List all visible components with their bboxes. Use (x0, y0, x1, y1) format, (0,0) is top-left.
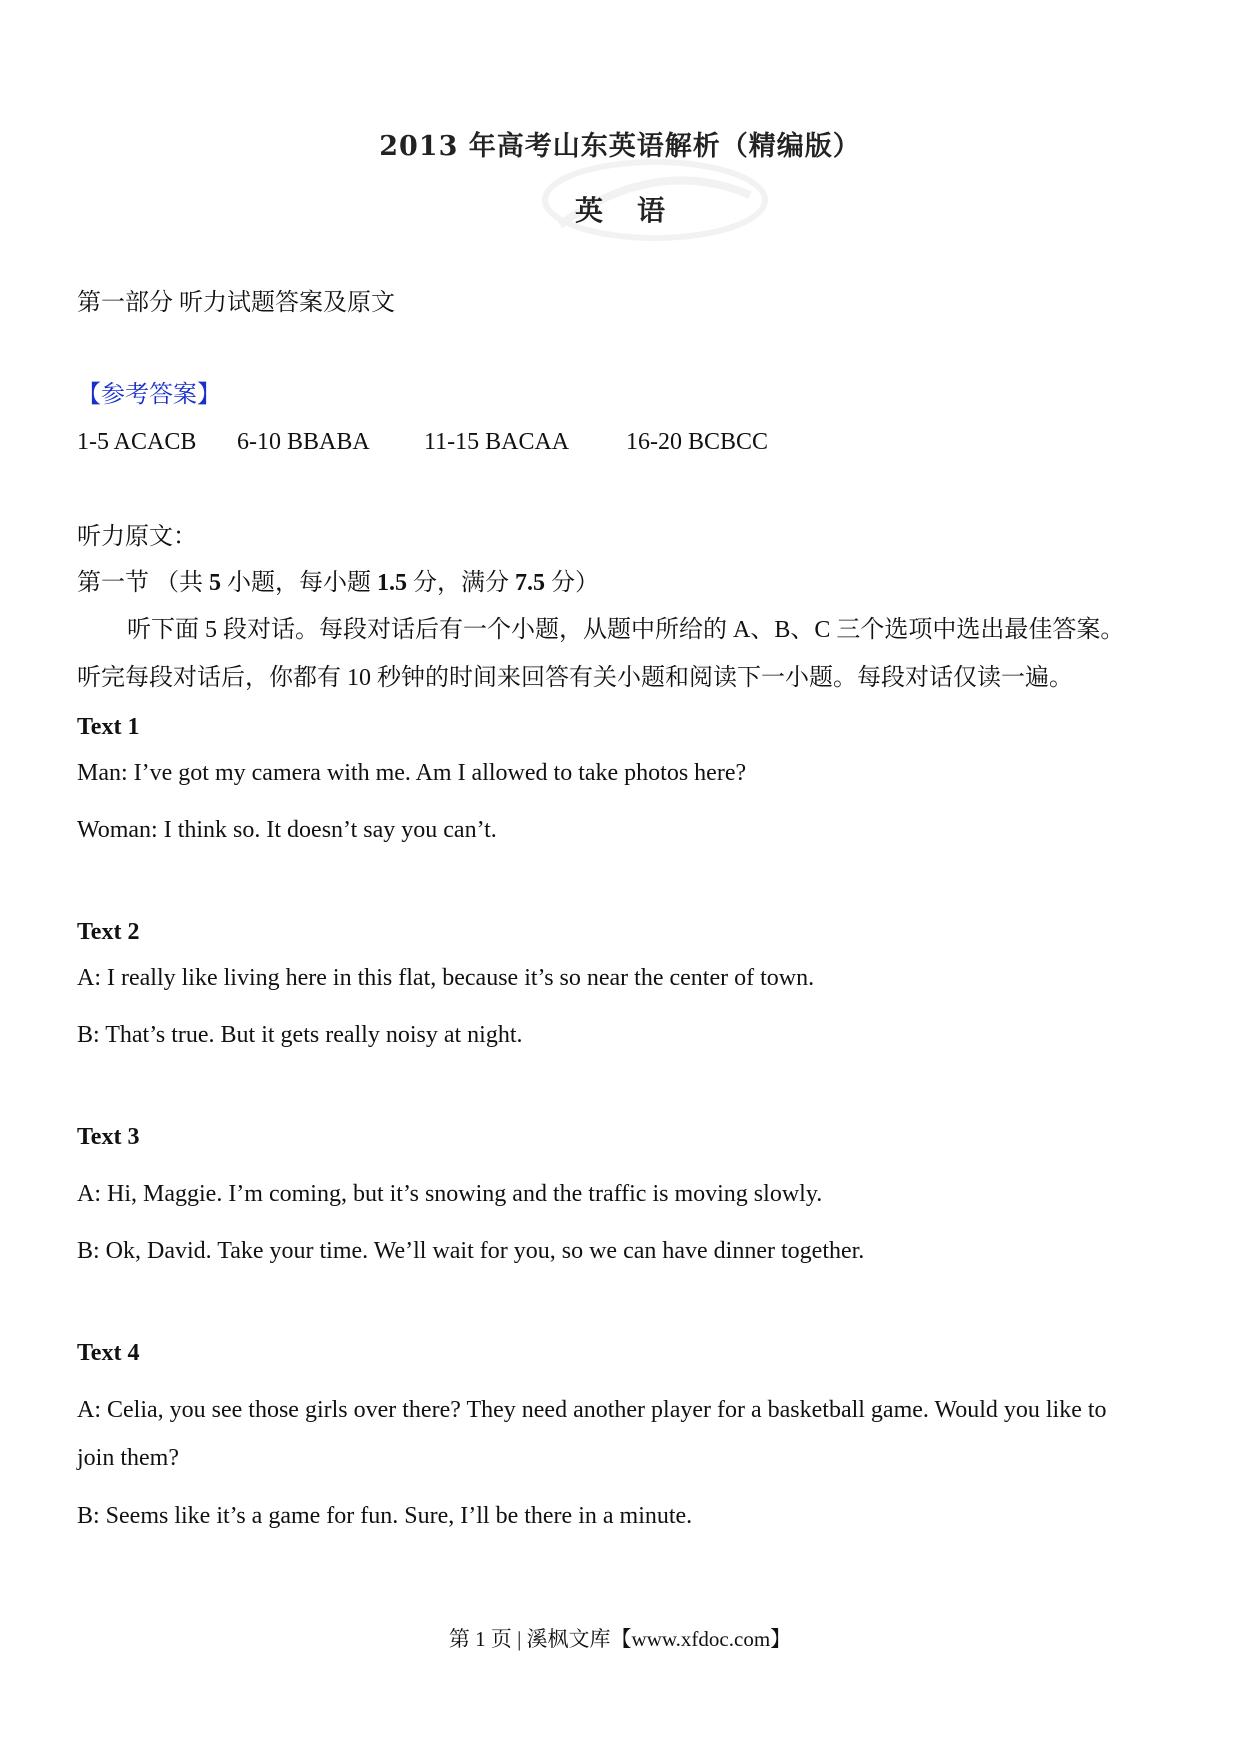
dialogue-line: Woman: I think so. It doesn’t say you can’t. (77, 817, 497, 843)
page-footer: 第 1 页 | 溪枫文库【www.xfdoc.com】 (448, 1627, 792, 1651)
answer-key-row (77, 427, 768, 457)
dialogue-line: join them? (77, 1445, 179, 1471)
section1-header: 第一节 （共 5 小题，每小题 1.5 分，满分 7.5 分） (77, 570, 599, 596)
dialogue-line: A: Hi, Maggie. I’m coming, but it’s snowing and the traffic is moving slowly. (77, 1181, 823, 1207)
text-heading: Text 3 (77, 1124, 140, 1150)
dialogue-line: A: I really like living here in this flat, because it’s so near the center of town. (77, 965, 815, 991)
part1-title: 第一部分 听力试题答案及原文 (77, 290, 395, 316)
subtitle-char-2: 语 (637, 194, 666, 227)
answer-group-4: 16-20 BCBCC (626, 429, 769, 455)
instructions-line-1: 听下面 5 段对话。每段对话后有一个小题，从题中所给的 A、B、C 三个选项中选出最佳答案。 (127, 617, 1125, 643)
dialogue-line: B: That’s true. But it gets really noisy at night. (77, 1022, 523, 1048)
text-heading: Text 2 (77, 919, 140, 945)
dialogue-line: B: Seems like it’s a game for fun. Sure, I’ll be there in a minute. (77, 1503, 693, 1529)
text-heading: Text 1 (77, 714, 140, 740)
answer-group-1: 1-5 ACACB (77, 429, 197, 455)
subtitle-char-1: 英 (574, 194, 603, 227)
dialogue-line: A: Celia, you see those girls over there? They need another player for a basketball game. Would you like to (77, 1397, 1107, 1423)
answer-group-3: 11-15 BACAA (424, 429, 570, 455)
dialogue-line: Man: I’ve got my camera with me. Am I allowed to take photos here? (77, 760, 747, 786)
answer-group-2: 6-10 BBABA (237, 429, 370, 455)
document-title: 2013 年高考山东英语解析（精编版） (379, 131, 861, 162)
text-heading: Text 4 (77, 1340, 140, 1366)
answer-key-label: 【参考答案】 (77, 382, 221, 408)
document-subtitle (0, 189, 1240, 229)
transcript-label: 听力原文： (77, 524, 197, 550)
dialogue-line: B: Ok, David. Take your time. We’ll wait for you, so we can have dinner together. (77, 1238, 865, 1264)
instructions-line-2: 听完每段对话后，你都有 10 秒钟的时间来回答有关小题和阅读下一小题。每段对话仅读一遍。 (77, 665, 1073, 691)
